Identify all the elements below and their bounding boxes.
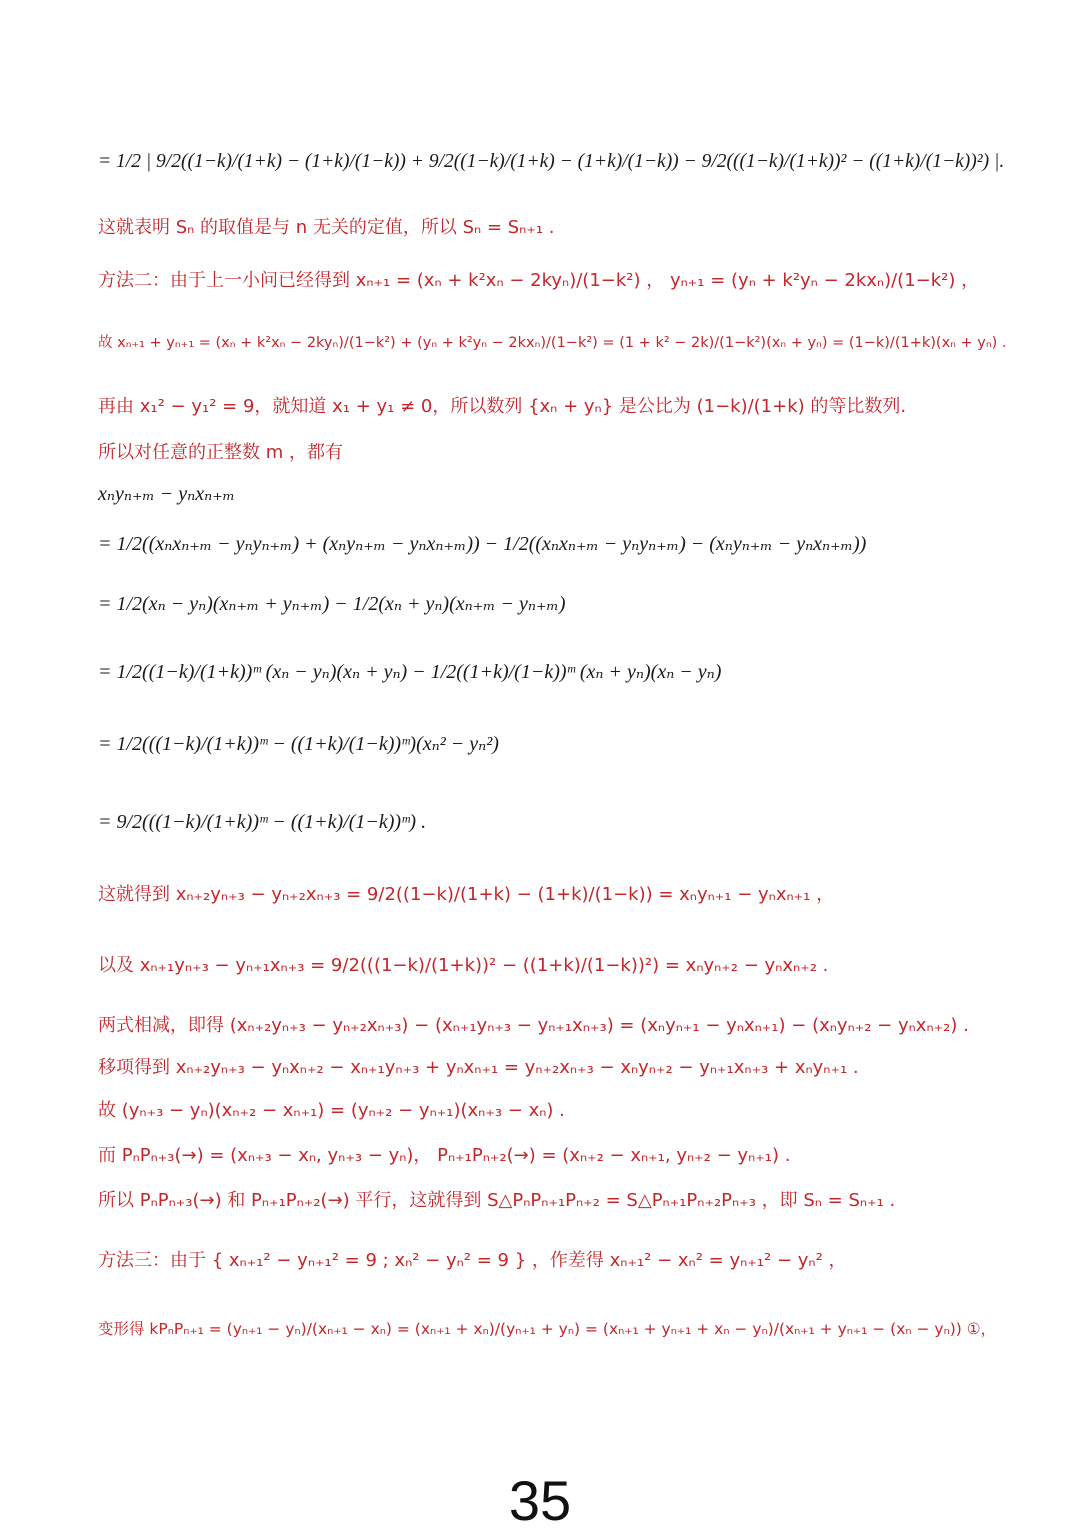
equation-line: xₙyₙ₊ₘ − yₙxₙ₊ₘ	[98, 483, 236, 505]
equation-line: = 9/2(((1−k)/(1+k))ᵐ − ((1+k)/(1−k))ᵐ) .	[98, 811, 427, 833]
equation-line: = 1/2(((1−k)/(1+k))ᵐ − ((1+k)/(1−k))ᵐ)(xₙ² − yₙ²)	[98, 733, 499, 755]
text-line: 所以对任意的正整数 m ，都有	[98, 442, 343, 463]
text-line: 故 (yₙ₊₃ − yₙ)(xₙ₊₂ − xₙ₊₁) = (yₙ₊₂ − yₙ₊₁)(xₙ₊₃ − xₙ) .	[98, 1100, 565, 1121]
text-line: 移项得到 xₙ₊₂yₙ₊₃ − yₙxₙ₊₂ − xₙ₊₁yₙ₊₃ + yₙxₙ₊₁ = yₙ₊₂xₙ₊₃ − xₙyₙ₊₂ − yₙ₊₁xₙ₊₃ + xₙyₙ₊₁ .	[98, 1057, 859, 1078]
text-line: 方法三：由于 { xₙ₊₁² − yₙ₊₁² = 9 ; xₙ² − yₙ² = 9 } ，作差得 xₙ₊₁² − xₙ² = yₙ₊₁² − yₙ² ，	[98, 1250, 847, 1271]
text-line: 而 PₙPₙ₊₃(→) = (xₙ₊₃ − xₙ, yₙ₊₃ − yₙ)， Pₙ₊₁Pₙ₊₂(→) = (xₙ₊₂ − xₙ₊₁, yₙ₊₂ − yₙ₊₁) .	[98, 1145, 791, 1166]
text-line: 这就得到 xₙ₊₂yₙ₊₃ − yₙ₊₂xₙ₊₃ = 9/2((1−k)/(1+k) − (1+k)/(1−k)) = xₙyₙ₊₁ − yₙxₙ₊₁ ，	[98, 884, 835, 905]
equation-line: = 1/2 | 9/2((1−k)/(1+k) − (1+k)/(1−k)) + 9/2((1−k)/(1+k) − (1+k)/(1−k)) − 9/2(((1−k)/(1+k))² − ((1+k)/(1−k))²) |.	[98, 151, 1005, 172]
text-line: 方法二：由于上一小问已经得到 xₙ₊₁ = (xₙ + k²xₙ − 2kyₙ)/(1−k²) ， yₙ₊₁ = (yₙ + k²yₙ − 2kxₙ)/(1−k²) ，	[98, 270, 980, 291]
page-number: 35	[508, 1469, 572, 1532]
text-line: 以及 xₙ₊₁yₙ₊₃ − yₙ₊₁xₙ₊₃ = 9/2(((1−k)/(1+k))² − ((1+k)/(1−k))²) = xₙyₙ₊₂ − yₙxₙ₊₂ .	[98, 955, 829, 976]
text-line: 这就表明 Sₙ 的取值是与 n 无关的定值，所以 Sₙ = Sₙ₊₁ .	[98, 217, 555, 238]
text-line: 再由 x₁² − y₁² = 9，就知道 x₁ + y₁ ≠ 0，所以数列 {xₙ + yₙ} 是公比为 (1−k)/(1+k) 的等比数列.	[98, 396, 907, 417]
equation-line: = 1/2((1−k)/(1+k))ᵐ (xₙ − yₙ)(xₙ + yₙ) − 1/2((1+k)/(1−k))ᵐ (xₙ + yₙ)(xₙ − yₙ)	[98, 661, 722, 683]
text-line: 所以 PₙPₙ₊₃(→) 和 Pₙ₊₁Pₙ₊₂(→) 平行，这就得到 S△PₙPₙ₊₁Pₙ₊₂ = S△Pₙ₊₁Pₙ₊₂Pₙ₊₃ ，即 Sₙ = Sₙ₊₁ .	[98, 1190, 896, 1211]
equation-line: = 1/2((xₙxₙ₊ₘ − yₙyₙ₊ₘ) + (xₙyₙ₊ₘ − yₙxₙ₊ₘ)) − 1/2((xₙxₙ₊ₘ − yₙyₙ₊ₘ) − (xₙyₙ₊ₘ − yₙxₙ₊ₘ))	[98, 533, 867, 555]
text-line: 两式相减，即得 (xₙ₊₂yₙ₊₃ − yₙ₊₂xₙ₊₃) − (xₙ₊₁yₙ₊₃ − yₙ₊₁xₙ₊₃) = (xₙyₙ₊₁ − yₙxₙ₊₁) − (xₙyₙ₊₂ − yₙxₙ₊₂) .	[98, 1015, 969, 1036]
text-line: 变形得 kPₙPₙ₊₁ = (yₙ₊₁ − yₙ)/(xₙ₊₁ − xₙ) = (xₙ₊₁ + xₙ)/(yₙ₊₁ + yₙ) = (xₙ₊₁ + yₙ₊₁ + xₙ − yₙ)/(xₙ₊₁ + yₙ₊₁ − (xₙ − yₙ)) ①，	[98, 1320, 997, 1338]
equation-line: = 1/2(xₙ − yₙ)(xₙ₊ₘ + yₙ₊ₘ) − 1/2(xₙ + yₙ)(xₙ₊ₘ − yₙ₊ₘ)	[98, 593, 566, 615]
text-line: 故 xₙ₊₁ + yₙ₊₁ = (xₙ + k²xₙ − 2kyₙ)/(1−k²) + (yₙ + k²yₙ − 2kxₙ)/(1−k²) = (1 + k² − 2k)/(1−k²)(xₙ + yₙ) = (1−k)/(1+k)(xₙ + yₙ) .	[98, 335, 1007, 351]
